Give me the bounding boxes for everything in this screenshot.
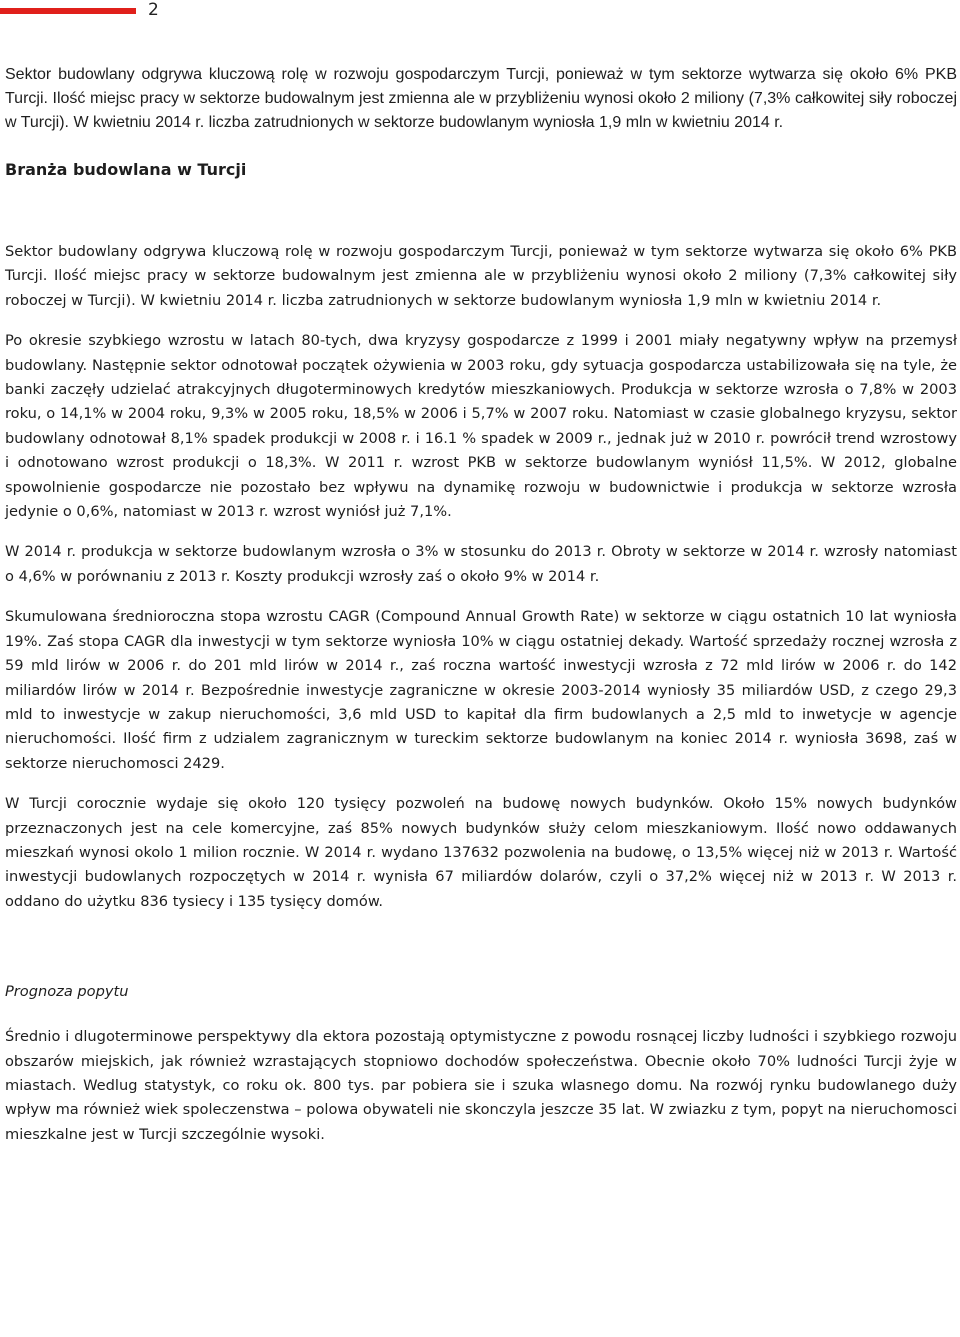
- section-paragraph-5: W Turcji corocznie wydaje się około 120 tysięcy pozwoleń na budowę nowych budynków. Około 15% nowych budynków przeznaczonych jest na cele komercyjne, zaś 85% nowych budynków służy celom mieszkaniowym. Ilość nowo oddawanych mieszkań wynosi okolo 1 milion rocznie. W 2014 r. wydano 137632 pozwolenia na budowę, o 13,5% więcej niż w 2013 r. Wartość inwestycji budowlanych rozpoczętych w 2014 r. wynisła 67 miliardów dolarów, czyli o 37,2% więcej niż w 2013 r. W 2013 r. oddano do użytku 836 tysiecy i 135 tysięcy domów.: [5, 795, 957, 910]
- forecast-heading: Prognoza popytu: [5, 983, 129, 1001]
- section-paragraph-2: Po okresie szybkiego wzrostu w latach 80-tych, dwa kryzysy gospodarcze z 1999 i 2001 miały negatywny wpływ na przemysł budowlany. Następnie sektor odnotował początek ożywienia w 2003 roku, gdy sytuacja gospodarcza ustabilizowała się na tyle, że banki zaczęły udzielać atrakcyjnych długoterminowych kredytów mieszkaniowych. Produkcja w sektorze wzrosła o 7,8% w 2003 roku, o 14,1% w 2004 roku, 9,3% w 2005 roku, 18,5% w 2006 i 5,7% w 2007 roku. Natomiast w czasie globalnego kryzysu, sektor budowlany odnotował 8,1% spadek produkcji w 2008 r. i 16.1 % spadek w 2009 r., jednak już w 2010 r. powrócił trend wzrostowy i odnotowano wzrost produkcji o 18,3%. W 2011 r. wzrost PKB w sektorze budowlanym wyniósł 11,5%. W 2012, globalne spowolnienie gospodarcze nie pozostało bez wpływu na dynamikę rozwoju w budownictwie i produkcja w sektorze wzrosła jedynie o 0,6%, natomiast w 2013 r. wzrost wyniósł już 7,1%.: [5, 332, 957, 521]
- page-number: 2: [148, 0, 159, 20]
- page-header: [0, 0, 960, 30]
- section-paragraph-1: Sektor budowlany odgrywa kluczową rolę w rozwoju gospodarczym Turcji, ponieważ w tym sektorze wytwarza się około 6% PKB Turcji. Ilość miejsc pracy w sektorze budowalnym jest zmienna ale w przybliżeniu wynosi około 2 miliony (7,3% całkowitej siły roboczej w Turcji). W kwietniu 2014 r. liczba zatrudnionych w sektorze budowlanym wyniosła 1,9 mln w kwietniu 2014 r.: [5, 243, 957, 309]
- section-paragraph-3: W 2014 r. produkcja w sektorze budowlanym wzrosła o 3% w stosunku do 2013 r. Obroty w sektorze w 2014 r. wzrosły natomiast o 4,6% w porównaniu z 2013 r. Koszty produkcji wzrosły zaś o około 9% w 2014 r.: [5, 543, 957, 585]
- document-body: [5, 63, 957, 1147]
- forecast-paragraph: Średnio i dlugoterminowe perspektywy dla ektora pozostają optymistyczne z powodu rosnącej liczby ludności i szybkiego rozwoju obszarów miejskich, jak również wzrastających stopniowo dochodów społeczeństwa. Obecnie około 70% ludności Turcji żyje w miastach. Wedlug statystyk, co roku ok. 800 tys. par pobiera sie i szuka wlasnego domu. Na rozwój rynku budowlanego duży wpływ ma również wiek spoleczenstwa – polowa obywateli nie skonczyla jeszcze 35 lat. W zwiazku z tym, popyt na nieruchomosci mieszkalne jest w Turcji szczególnie wysoki.: [5, 1028, 957, 1143]
- header-accent-rule: [0, 8, 136, 14]
- section-heading: Branża budowlana w Turcji: [5, 160, 247, 179]
- intro-paragraph: Sektor budowlany odgrywa kluczową rolę w rozwoju gospodarczym Turcji, ponieważ w tym sektorze wytwarza się około 6% PKB Turcji. Ilość miejsc pracy w sektorze budowalnym jest zmienna ale w przybliżeniu wynosi około 2 miliony (7,3% całkowitej siły roboczej w Turcji). W kwietniu 2014 r. liczba zatrudnionych w sektorze budowlanym wyniosła 1,9 mln w kwietniu 2014 r.: [5, 66, 957, 131]
- section-paragraph-4: Skumulowana średnioroczna stopa wzrostu CAGR (Compound Annual Growth Rate) w sektorze w ciągu ostatnich 10 lat wyniosła 19%. Zaś stopa CAGR dla inwestycji w tym sektorze wyniosła 10% w ciągu ostatniej dekady. Wartość sprzedaży rocznej wzrosła z 59 mld lirów w 2006 r. do 201 mld lirów w 2014 r., zaś roczna wartość inwestycji wzrosła z 72 mld lirów w 2006 r. do 142 miliardów lirów w 2014 r. Bezpośrednie inwestycje zagraniczne w okresie 2003-2014 wyniosły 35 miliardów USD, z czego 29,3 mld to inwestycje w zakup nieruchomości, 3,6 mld USD to kapitał dla firm budowlanych a 2,5 mld to inwetycje w agencje nieruchomości. Ilość firm z udzialem zagranicznym w tureckim sektorze budowlanym na koniec 2014 r. wyniosła 3698, zaś w sektorze nieruchomosci 2429.: [5, 608, 957, 772]
